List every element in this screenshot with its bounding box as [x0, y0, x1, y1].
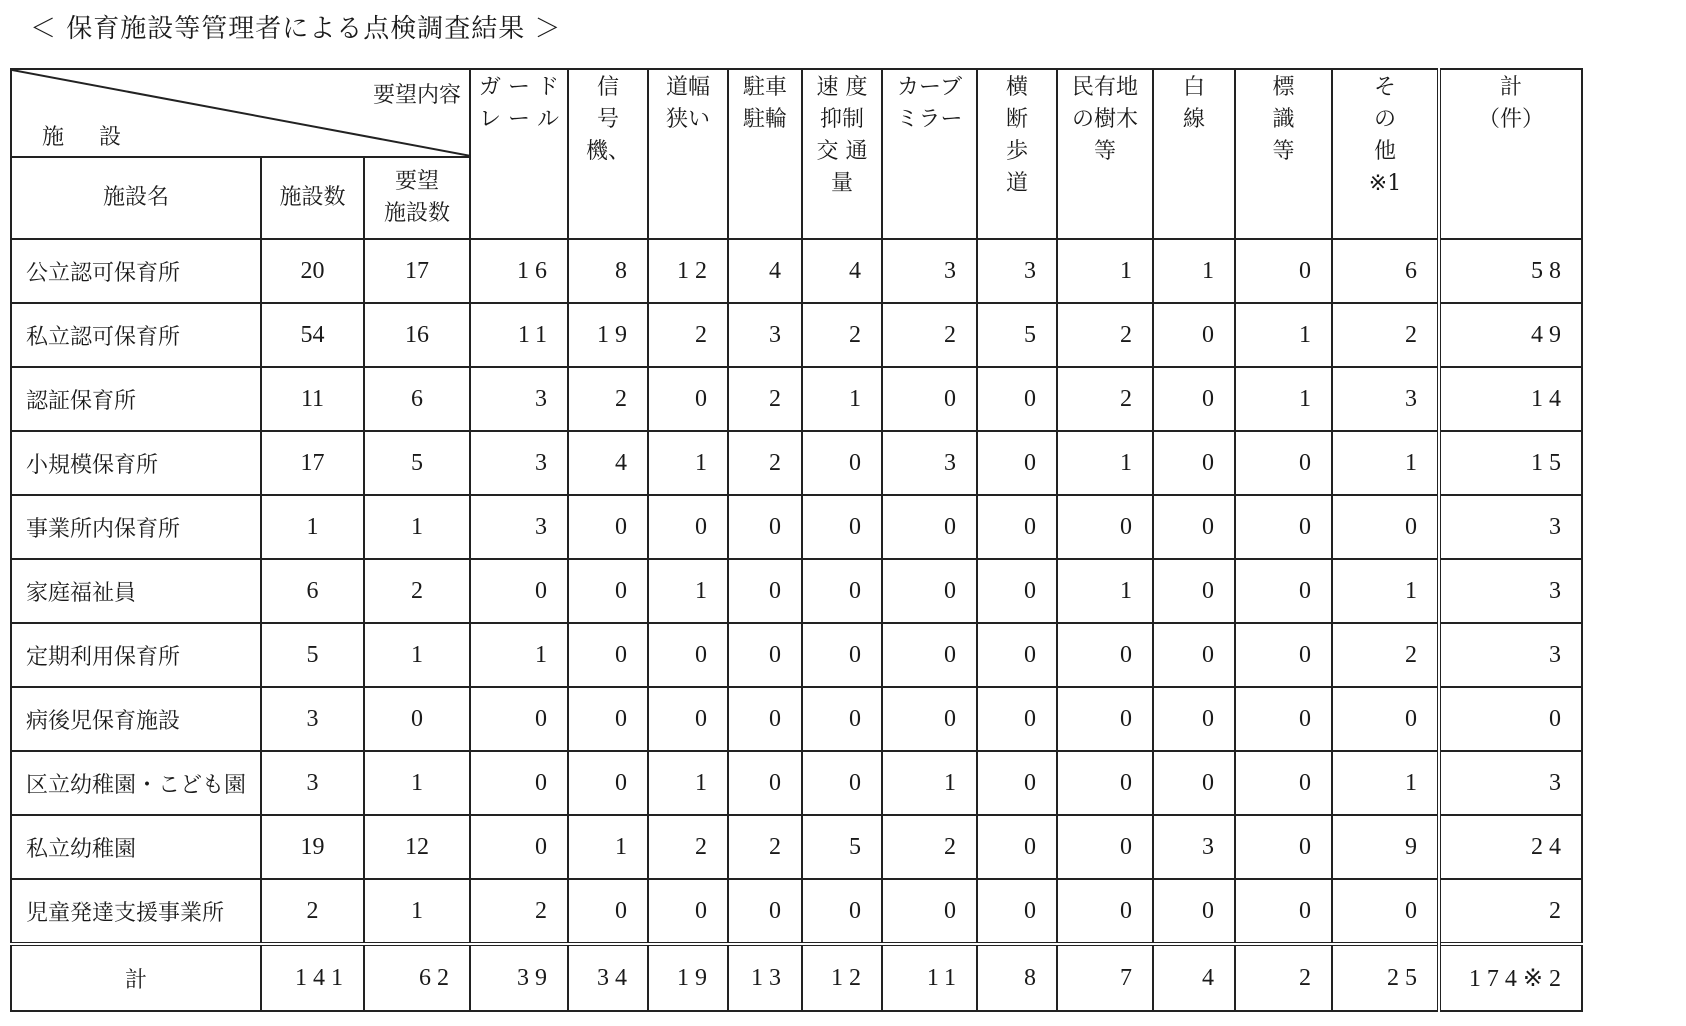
category-header-line: 量 [830, 171, 853, 196]
value-cell: 0 [802, 687, 882, 751]
row-total-cell: 24 [1439, 815, 1582, 879]
category-header-line: レ ー ル [479, 107, 559, 132]
value-cell: 0 [977, 815, 1057, 879]
value-cell: 0 [568, 879, 648, 944]
value-cell: 1 [1332, 559, 1439, 623]
category-header-line: 等 [1272, 139, 1295, 164]
value-cell: 12 [648, 239, 728, 303]
value-cell: 2 [728, 431, 802, 495]
request-count-cell: 16 [364, 303, 470, 367]
category-header-line: 線 [1182, 107, 1205, 132]
value-cell: 0 [648, 623, 728, 687]
value-cell: 2 [728, 815, 802, 879]
value-cell: 8 [568, 239, 648, 303]
value-cell: 0 [1235, 559, 1332, 623]
facility-name-cell: 病後児保育施設 [11, 687, 261, 751]
total-label: 計 [11, 944, 261, 1011]
value-cell: 2 [728, 367, 802, 431]
value-cell: 0 [728, 495, 802, 559]
value-cell: 0 [1153, 431, 1235, 495]
request-count-cell: 6 [364, 367, 470, 431]
category-header-line: 等 [1093, 139, 1116, 164]
value-cell: 3 [470, 367, 568, 431]
request-count-cell: 0 [364, 687, 470, 751]
facility-count-cell: 19 [261, 815, 364, 879]
category-header-line: カーブ [897, 75, 962, 100]
request-count-cell: 1 [364, 751, 470, 815]
category-header-line: ガ ー ド [479, 75, 559, 100]
value-cell: 2 [802, 303, 882, 367]
value-cell: 3 [977, 239, 1057, 303]
value-cell: 2 [648, 815, 728, 879]
value-cell: 5 [802, 815, 882, 879]
value-cell: 0 [470, 751, 568, 815]
value-cell: 0 [1057, 815, 1153, 879]
value-cell: 0 [1057, 623, 1153, 687]
category-header-9 [1235, 69, 1332, 239]
category-header-line: 識 [1272, 107, 1295, 132]
category-header-line: 他 [1373, 139, 1396, 164]
value-cell: 16 [470, 239, 568, 303]
value-cell: 0 [648, 495, 728, 559]
value-cell: 0 [882, 879, 977, 944]
category-header-line: 駐輪 [742, 107, 787, 132]
value-cell: 0 [882, 623, 977, 687]
category-header-line: 駐車 [742, 75, 787, 100]
value-cell: 3 [470, 495, 568, 559]
category-header-line: 狭い [665, 107, 710, 132]
value-cell: 0 [728, 687, 802, 751]
facility-count-cell: 141 [261, 944, 364, 1011]
value-cell: 0 [1153, 687, 1235, 751]
value-cell: 0 [977, 879, 1057, 944]
value-cell: 0 [1153, 751, 1235, 815]
value-cell: 3 [882, 431, 977, 495]
value-cell: 2 [1235, 944, 1332, 1011]
value-cell: 0 [648, 687, 728, 751]
value-cell: 0 [977, 623, 1057, 687]
category-header-1 [568, 69, 648, 239]
category-header-line: の [1373, 107, 1396, 132]
value-cell: 0 [882, 559, 977, 623]
value-cell: 3 [470, 431, 568, 495]
value-cell: 0 [728, 623, 802, 687]
facility-count-cell: 11 [261, 367, 364, 431]
facility-name-cell: 私立幼稚園 [11, 815, 261, 879]
value-cell: 0 [1153, 879, 1235, 944]
row-total-cell: 58 [1439, 239, 1582, 303]
value-cell: 0 [470, 559, 568, 623]
value-cell: 0 [1235, 239, 1332, 303]
category-header-6 [977, 69, 1057, 239]
value-cell: 1 [1153, 239, 1235, 303]
value-cell: 2 [648, 303, 728, 367]
category-header-line: （件） [1477, 107, 1544, 132]
facility-count-cell: 54 [261, 303, 364, 367]
value-cell: 0 [882, 495, 977, 559]
row-total-cell: 0 [1439, 687, 1582, 751]
value-cell: 0 [1153, 303, 1235, 367]
row-total-cell: 15 [1439, 431, 1582, 495]
category-header-0 [470, 69, 568, 239]
request-count-header-line: 要望 [394, 169, 439, 194]
value-cell: 2 [568, 367, 648, 431]
value-cell: 0 [728, 751, 802, 815]
value-cell: 0 [1057, 751, 1153, 815]
value-cell: 0 [977, 687, 1057, 751]
value-cell: 0 [802, 495, 882, 559]
value-cell: 4 [568, 431, 648, 495]
value-cell: 0 [1235, 751, 1332, 815]
category-header-line: 速 度 [816, 75, 868, 100]
total-row [11, 944, 1582, 1011]
facility-name-cell: 定期利用保育所 [11, 623, 261, 687]
value-cell: 0 [802, 751, 882, 815]
facility-count-cell: 5 [261, 623, 364, 687]
category-header-line: 横 [1005, 75, 1028, 100]
value-cell: 0 [1153, 623, 1235, 687]
request-count-cell: 1 [364, 623, 470, 687]
value-cell: 0 [568, 751, 648, 815]
value-cell: 0 [1235, 687, 1332, 751]
value-cell: 0 [568, 623, 648, 687]
value-cell: 0 [648, 367, 728, 431]
facility-name-cell: 小規模保育所 [11, 431, 261, 495]
category-header-line: 歩 [1005, 139, 1028, 164]
category-header-line: 道幅 [665, 75, 710, 100]
category-header-3 [728, 69, 802, 239]
facility-name-cell: 認証保育所 [11, 367, 261, 431]
row-total-cell: 3 [1439, 623, 1582, 687]
request-count-cell: 1 [364, 495, 470, 559]
value-cell: 0 [1235, 495, 1332, 559]
category-header-7 [1057, 69, 1153, 239]
facility-name-cell: 事業所内保育所 [11, 495, 261, 559]
category-header-4 [802, 69, 882, 239]
value-cell: 0 [802, 559, 882, 623]
value-cell: 8 [977, 944, 1057, 1011]
category-header-line: ※1 [1368, 171, 1402, 196]
value-cell: 0 [470, 687, 568, 751]
value-cell: 0 [1332, 687, 1439, 751]
category-header-line: 断 [1005, 107, 1028, 132]
value-cell: 1 [568, 815, 648, 879]
table-row [11, 559, 1582, 623]
category-header-line: 抑制 [819, 107, 864, 132]
category-header-line: の樹木 [1071, 107, 1138, 132]
value-cell: 0 [1057, 495, 1153, 559]
value-cell: 0 [802, 431, 882, 495]
table-row [11, 623, 1582, 687]
value-cell: 0 [1153, 495, 1235, 559]
value-cell: 1 [802, 367, 882, 431]
facility-label: 施 設 [42, 125, 135, 150]
request-count-cell: 12 [364, 815, 470, 879]
row-total-cell: 14 [1439, 367, 1582, 431]
facility-name-header: 施設名 [11, 157, 261, 239]
value-cell: 2 [882, 815, 977, 879]
value-cell: 0 [1235, 879, 1332, 944]
value-cell: 2 [1332, 303, 1439, 367]
category-header-line: そ [1373, 75, 1396, 100]
value-cell: 19 [568, 303, 648, 367]
facility-name-cell: 区立幼稚園・こども園 [11, 751, 261, 815]
value-cell: 1 [1235, 303, 1332, 367]
value-cell: 0 [977, 751, 1057, 815]
facility-name-cell: 私立認可保育所 [11, 303, 261, 367]
value-cell: 1 [1332, 431, 1439, 495]
category-header-5 [882, 69, 977, 239]
value-cell: 12 [802, 944, 882, 1011]
table-row [11, 239, 1582, 303]
value-cell: 0 [1057, 879, 1153, 944]
value-cell: 0 [882, 367, 977, 431]
facility-count-cell: 3 [261, 751, 364, 815]
value-cell: 4 [1153, 944, 1235, 1011]
table-row [11, 687, 1582, 751]
row-total-cell: 3 [1439, 495, 1582, 559]
value-cell: 5 [977, 303, 1057, 367]
header-row-top [11, 69, 1582, 157]
row-total-cell: 3 [1439, 751, 1582, 815]
value-cell: 6 [1332, 239, 1439, 303]
table-row [11, 495, 1582, 559]
table-row [11, 303, 1582, 367]
value-cell: 2 [1057, 303, 1153, 367]
value-cell: 0 [568, 495, 648, 559]
value-cell: 7 [1057, 944, 1153, 1011]
category-header-line: 信 [596, 75, 619, 100]
value-cell: 39 [470, 944, 568, 1011]
inspection-results-table [10, 68, 1583, 1012]
value-cell: 1 [648, 559, 728, 623]
value-cell: 1 [1235, 367, 1332, 431]
value-cell: 9 [1332, 815, 1439, 879]
table-row [11, 367, 1582, 431]
category-header-line: 計 [1499, 75, 1522, 100]
facility-name-cell: 家庭福祉員 [11, 559, 261, 623]
category-header-line: 標 [1272, 75, 1295, 100]
value-cell: 0 [728, 559, 802, 623]
value-cell: 0 [1057, 687, 1153, 751]
category-header-8 [1153, 69, 1235, 239]
value-cell: 0 [648, 879, 728, 944]
value-cell: 0 [1332, 495, 1439, 559]
table-row [11, 879, 1582, 944]
value-cell: 2 [882, 303, 977, 367]
value-cell: 11 [882, 944, 977, 1011]
value-cell: 0 [470, 815, 568, 879]
value-cell: 0 [977, 367, 1057, 431]
facility-count-header: 施設数 [261, 157, 364, 239]
value-cell: 2 [1057, 367, 1153, 431]
category-header-line: ミラー [896, 107, 963, 132]
category-header-line: 民有地 [1071, 75, 1138, 100]
page-title: ＜ 保育施設等管理者による点検調査結果 ＞ [30, 14, 562, 44]
value-cell: 4 [728, 239, 802, 303]
value-cell: 0 [568, 687, 648, 751]
value-cell: 3 [1153, 815, 1235, 879]
value-cell: 1 [648, 431, 728, 495]
value-cell: 0 [977, 431, 1057, 495]
request-count-cell: 1 [364, 879, 470, 944]
value-cell: 3 [882, 239, 977, 303]
facility-count-cell: 3 [261, 687, 364, 751]
value-cell: 1 [882, 751, 977, 815]
value-cell: 1 [1057, 431, 1153, 495]
table-row [11, 431, 1582, 495]
request-count-cell: 17 [364, 239, 470, 303]
value-cell: 11 [470, 303, 568, 367]
row-total-cell: 3 [1439, 559, 1582, 623]
request-content-label: 要望内容 [372, 83, 461, 108]
category-header-line: 交 通 [816, 139, 868, 164]
request-count-cell: 62 [364, 944, 470, 1011]
category-header-line: 機、 [585, 139, 630, 164]
value-cell: 0 [977, 559, 1057, 623]
value-cell: 4 [802, 239, 882, 303]
corner-header-cell [11, 69, 470, 157]
value-cell: 25 [1332, 944, 1439, 1011]
row-total-cell: 49 [1439, 303, 1582, 367]
request-count-header [364, 157, 470, 239]
row-total-cell: 174※2 [1439, 944, 1582, 1011]
category-header-line: 白 [1182, 75, 1205, 100]
facility-count-cell: 6 [261, 559, 364, 623]
table-row [11, 815, 1582, 879]
value-cell: 0 [1235, 815, 1332, 879]
value-cell: 0 [1332, 879, 1439, 944]
value-cell: 1 [470, 623, 568, 687]
value-cell: 1 [1057, 559, 1153, 623]
facility-name-cell: 児童発達支援事業所 [11, 879, 261, 944]
facility-count-cell: 20 [261, 239, 364, 303]
category-header-11 [1439, 69, 1582, 239]
value-cell: 0 [1153, 367, 1235, 431]
category-header-10 [1332, 69, 1439, 239]
facility-name-cell: 公立認可保育所 [11, 239, 261, 303]
facility-count-cell: 17 [261, 431, 364, 495]
category-header-2 [648, 69, 728, 239]
value-cell: 0 [1235, 623, 1332, 687]
value-cell: 13 [728, 944, 802, 1011]
value-cell: 1 [1332, 751, 1439, 815]
value-cell: 19 [648, 944, 728, 1011]
value-cell: 1 [648, 751, 728, 815]
value-cell: 0 [728, 879, 802, 944]
value-cell: 0 [802, 623, 882, 687]
value-cell: 34 [568, 944, 648, 1011]
value-cell: 0 [977, 495, 1057, 559]
value-cell: 2 [1332, 623, 1439, 687]
request-count-cell: 5 [364, 431, 470, 495]
value-cell: 0 [1153, 559, 1235, 623]
value-cell: 2 [470, 879, 568, 944]
value-cell: 0 [802, 879, 882, 944]
category-header-line: 道 [1005, 171, 1028, 196]
row-total-cell: 2 [1439, 879, 1582, 944]
facility-count-cell: 2 [261, 879, 364, 944]
value-cell: 0 [568, 559, 648, 623]
value-cell: 0 [882, 687, 977, 751]
request-count-cell: 2 [364, 559, 470, 623]
value-cell: 1 [1057, 239, 1153, 303]
table-row [11, 751, 1582, 815]
category-header-line: 号 [596, 107, 619, 132]
value-cell: 3 [1332, 367, 1439, 431]
value-cell: 0 [1235, 431, 1332, 495]
facility-count-cell: 1 [261, 495, 364, 559]
value-cell: 3 [728, 303, 802, 367]
request-count-header-line: 施設数 [383, 201, 450, 226]
